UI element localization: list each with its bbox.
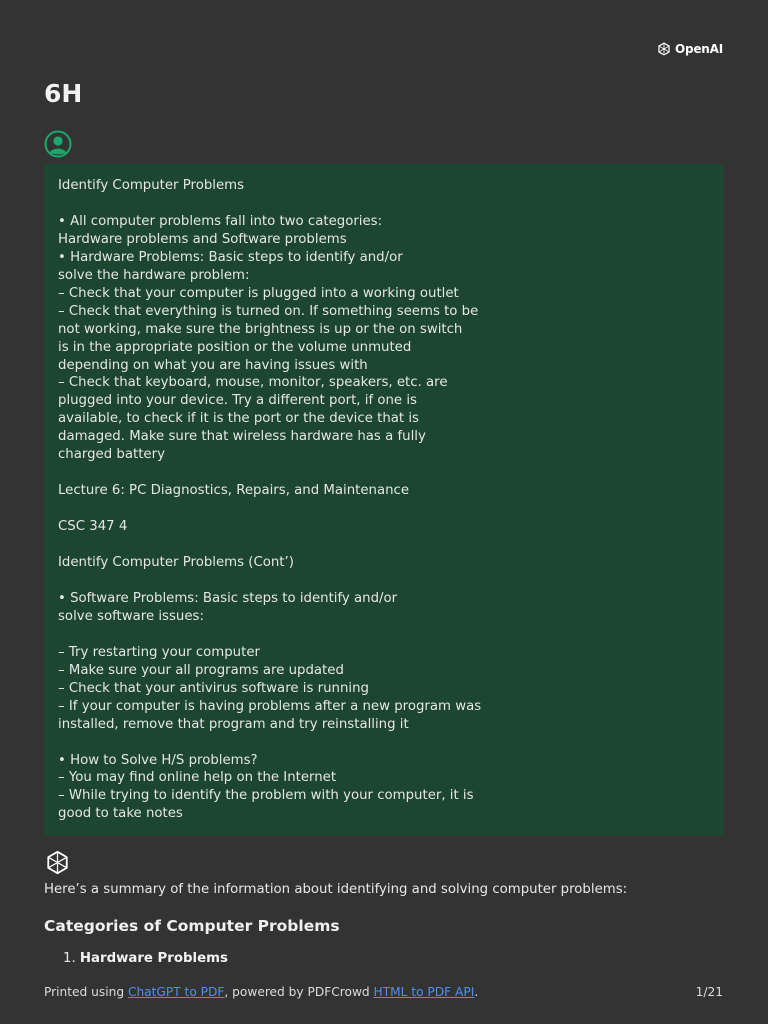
assistant-heading: Categories of Computer Problems <box>44 917 340 935</box>
page-number: 1/21 <box>695 985 723 999</box>
user-avatar-icon <box>44 130 72 158</box>
list-item-number: 1. <box>63 951 76 966</box>
footer-suffix: . <box>474 985 479 999</box>
footer <box>44 985 478 999</box>
user-message <box>44 164 724 836</box>
openai-logo-icon <box>656 41 672 57</box>
assistant-list <box>63 951 228 966</box>
user-message-text: Identify Computer Problems • All computer problems fall into two categories: Hardware problems and Software problems • Hardware Problems: Basic steps to identify and/or solve the hardware problem: – Check that your computer is plugged into a working outlet – Check that everything is turned on. If something seems to be not working, make sure the brightness is up or the on switch is in the appropriate position or the volume unmuted depending on what you are having issues with – Check that keyboard, mouse, monitor, speakers, etc. are plugged into your device. Try a different port, if one is available, to check if it is the port or the device that is damaged. Make sure that wireless hardware has a fully charged battery Lecture 6: PC Diagnostics, Repairs, and Maintenance CSC 347 4 Identify Computer Problems (Cont’) • Software Problems: Basic steps to identify and/or solve software issues: – Try restarting your computer – Make sure your all programs are updated – Check that your antivirus software is running – If your computer is having problems after a new program was installed, remove that program and try reinstalling it • How to Solve H/S problems? – You may find online help on the Internet – While trying to identify the problem with your computer, it is good to take notes <box>58 178 482 822</box>
assistant-intro: Here’s a summary of the information about identifying and solving computer problems: <box>44 882 628 897</box>
list-item <box>63 951 228 966</box>
openai-logo-icon <box>44 849 71 876</box>
chatgpt-to-pdf-link[interactable]: ChatGPT to PDF <box>127 985 225 999</box>
openai-brand <box>656 41 723 57</box>
footer-prefix: Printed using <box>44 985 128 999</box>
brand-name: OpenAI <box>674 42 723 56</box>
footer-middle: , powered by PDFCrowd <box>224 985 374 999</box>
page-title: 6H <box>44 79 83 108</box>
html-to-pdf-api-link[interactable]: HTML to PDF API <box>373 985 475 999</box>
list-item-label: Hardware Problems <box>79 951 228 966</box>
